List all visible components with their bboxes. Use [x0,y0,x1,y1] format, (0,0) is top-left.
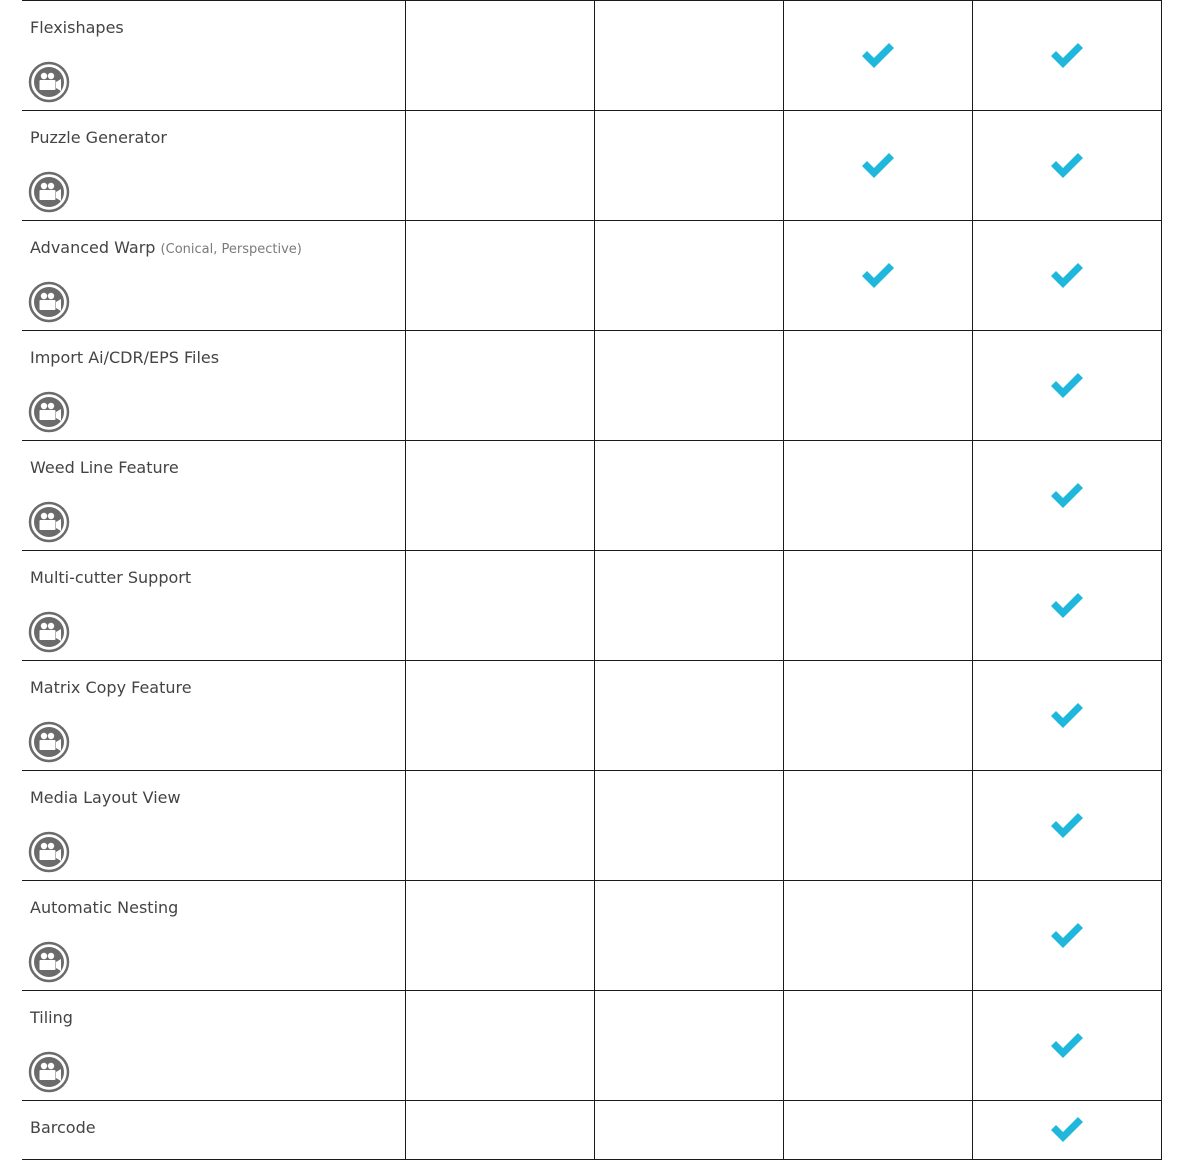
feature-name: Media Layout View [30,788,181,807]
table-row [22,111,1162,221]
feature-name: Puzzle Generator [30,128,167,147]
plan-cell-1 [406,1101,595,1160]
feature-label [30,348,219,367]
checkmark-icon [1049,1031,1085,1061]
plan-cell-4 [973,771,1162,881]
feature-name: Barcode [30,1118,96,1137]
table-row [22,331,1162,441]
feature-cell [22,221,406,331]
feature-name: Weed Line Feature [30,458,179,477]
plan-cell-1 [406,1,595,111]
checkmark-icon [1049,921,1085,951]
plan-cell-2 [595,1,784,111]
plan-cell-1 [406,771,595,881]
feature-label [30,788,181,807]
checkmark-icon [1049,41,1085,71]
video-camera-icon[interactable] [28,281,70,323]
plan-cell-3 [784,551,973,661]
plan-cell-3 [784,881,973,991]
video-camera-icon[interactable] [28,171,70,213]
feature-note: (Conical, Perspective) [160,242,302,257]
plan-cell-4 [973,221,1162,331]
video-camera-icon[interactable] [28,391,70,433]
plan-cell-4 [973,1101,1162,1160]
table-row [22,551,1162,661]
plan-cell-2 [595,991,784,1101]
checkmark-icon [860,41,896,71]
checkmark-icon [860,261,896,291]
feature-cell [22,771,406,881]
video-camera-icon[interactable] [28,61,70,103]
plan-cell-3 [784,991,973,1101]
feature-label [30,1008,73,1027]
plan-cell-2 [595,551,784,661]
video-camera-icon[interactable] [28,721,70,763]
plan-cell-3 [784,441,973,551]
plan-cell-3 [784,1,973,111]
plan-cell-1 [406,331,595,441]
plan-cell-3 [784,771,973,881]
table-row [22,441,1162,551]
plan-cell-1 [406,661,595,771]
table-row [22,1101,1162,1160]
feature-name: Flexishapes [30,18,124,37]
feature-name: Import Ai/CDR/EPS Files [30,348,220,367]
plan-cell-4 [973,331,1162,441]
feature-name: Tiling [30,1008,73,1027]
feature-label [30,238,302,257]
checkmark-icon [1049,1115,1085,1145]
video-camera-icon[interactable] [28,611,70,653]
plan-cell-1 [406,221,595,331]
feature-cell [22,331,406,441]
checkmark-icon [1049,591,1085,621]
feature-cell [22,1,406,111]
checkmark-icon [1049,701,1085,731]
feature-name: Matrix Copy Feature [30,678,192,697]
plan-cell-4 [973,111,1162,221]
feature-label [30,568,191,587]
table-row [22,991,1162,1101]
plan-cell-4 [973,551,1162,661]
checkmark-icon [1049,481,1085,511]
plan-cell-3 [784,221,973,331]
video-camera-icon[interactable] [28,941,70,983]
feature-cell [22,1101,406,1160]
plan-cell-2 [595,771,784,881]
feature-label [30,458,179,477]
feature-cell [22,441,406,551]
video-camera-icon[interactable] [28,831,70,873]
plan-cell-2 [595,111,784,221]
plan-cell-3 [784,1101,973,1160]
feature-cell [22,551,406,661]
plan-cell-1 [406,991,595,1101]
checkmark-icon [860,151,896,181]
table-row [22,1,1162,111]
plan-cell-4 [973,661,1162,771]
plan-cell-3 [784,111,973,221]
checkmark-icon [1049,261,1085,291]
table-row [22,221,1162,331]
plan-cell-2 [595,661,784,771]
checkmark-icon [1049,811,1085,841]
feature-rows [22,1,1162,1160]
plan-cell-2 [595,331,784,441]
feature-label [30,1118,96,1137]
feature-cell [22,881,406,991]
feature-label [30,898,178,917]
plan-cell-4 [973,881,1162,991]
plan-cell-1 [406,441,595,551]
feature-cell [22,111,406,221]
plan-cell-3 [784,331,973,441]
video-camera-icon[interactable] [28,501,70,543]
plan-cell-2 [595,221,784,331]
feature-name: Multi-cutter Support [30,568,192,587]
plan-cell-2 [595,1101,784,1160]
plan-cell-1 [406,551,595,661]
feature-cell [22,991,406,1101]
checkmark-icon [1049,371,1085,401]
feature-label [30,18,124,37]
feature-comparison-table [22,0,1162,1160]
plan-cell-1 [406,111,595,221]
table-row [22,661,1162,771]
plan-cell-1 [406,881,595,991]
table-row [22,771,1162,881]
feature-label [30,128,167,147]
plan-cell-2 [595,441,784,551]
plan-cell-4 [973,1,1162,111]
feature-label [30,678,192,697]
plan-cell-4 [973,991,1162,1101]
feature-name: Advanced Warp [30,238,156,257]
feature-name: Automatic Nesting [30,898,179,917]
plan-cell-4 [973,441,1162,551]
feature-cell [22,661,406,771]
checkmark-icon [1049,151,1085,181]
video-camera-icon[interactable] [28,1051,70,1093]
plan-cell-3 [784,661,973,771]
table-row [22,881,1162,991]
plan-cell-2 [595,881,784,991]
